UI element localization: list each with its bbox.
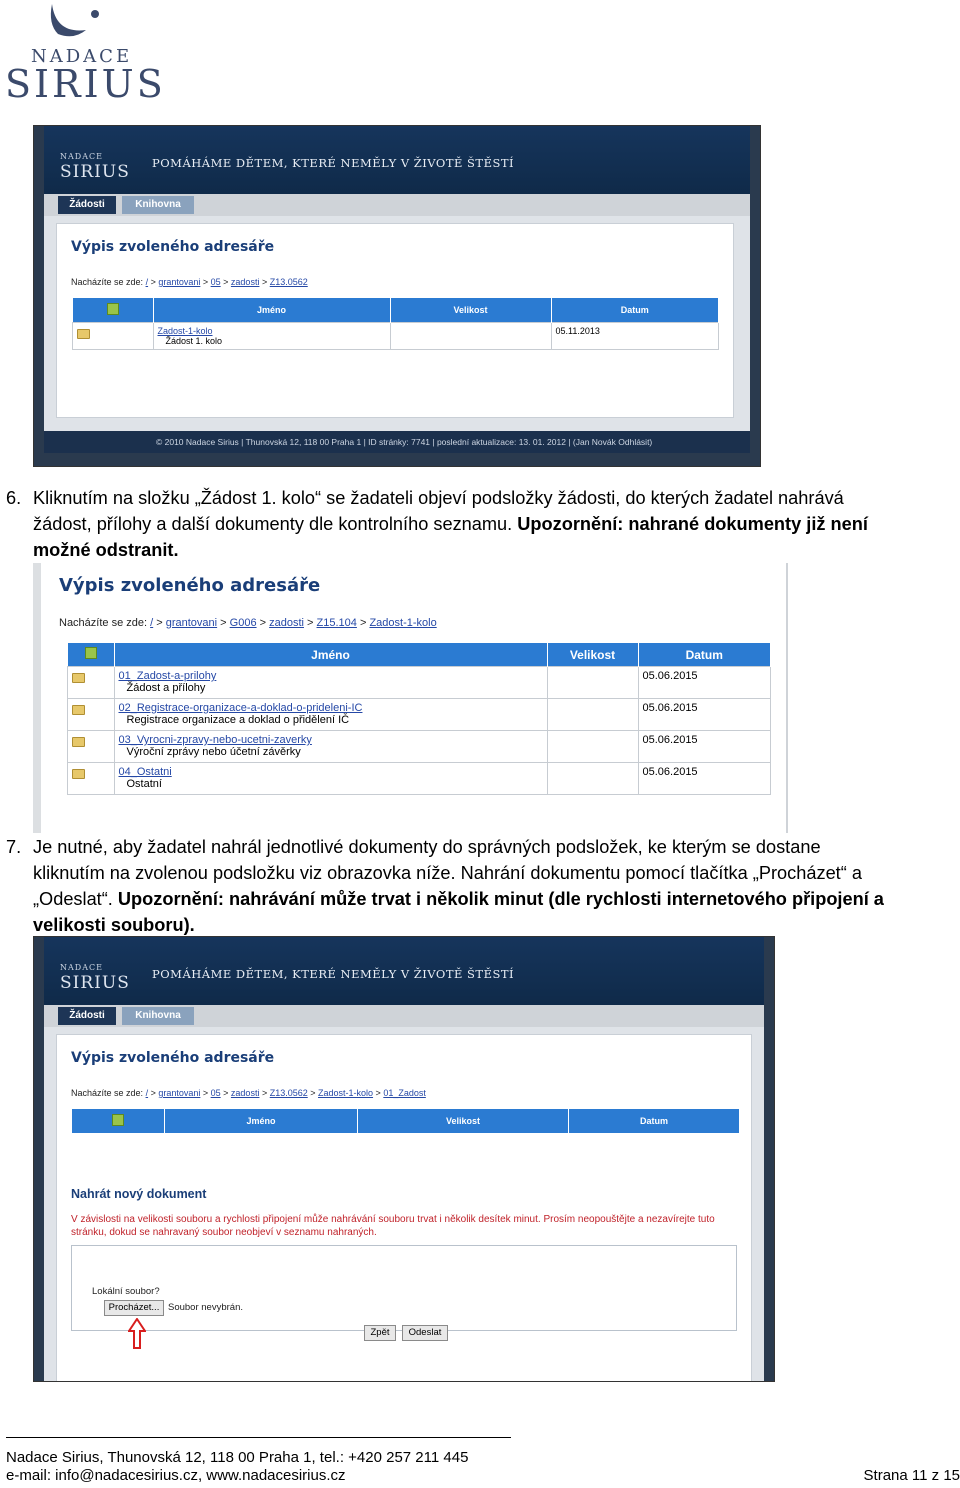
app-brand-small: NADACE	[60, 152, 103, 161]
paragraph-text: kliknutím na zvolenou podsložku viz obrazovka níže. Nahrání dokumentu pomocí tlačítka „Procházet“ a	[33, 863, 862, 883]
name-cell	[114, 763, 547, 795]
breadcrumb-link[interactable]: /	[150, 617, 154, 629]
folder-cell	[68, 667, 115, 699]
column-date[interactable]: Datum	[638, 643, 771, 667]
name-cell	[114, 731, 547, 763]
app-banner	[44, 937, 764, 1005]
tab-requests[interactable]: Žádosti	[58, 196, 116, 214]
content-panel	[44, 1027, 764, 1381]
table-row[interactable]	[73, 323, 719, 350]
folder-cell	[73, 323, 154, 350]
browse-button[interactable]: Procházet...	[104, 1300, 164, 1316]
breadcrumb-label: Nacházíte se zde:	[59, 617, 148, 629]
upload-folder-icon[interactable]	[107, 303, 119, 315]
local-file-label: Lokální soubor?	[92, 1286, 160, 1297]
breadcrumb-label: Nacházíte se zde:	[71, 1088, 144, 1098]
folder-link[interactable]: Zadost-1-kolo	[157, 326, 213, 336]
column-upload	[68, 643, 115, 667]
column-size[interactable]: Velikost	[547, 643, 638, 667]
paragraph-7	[6, 834, 936, 938]
breadcrumb-label: Nacházíte se zde:	[71, 277, 144, 287]
breadcrumb-link[interactable]: Z13.0562	[269, 277, 308, 287]
paragraph-6	[6, 485, 936, 563]
date-cell: 05.06.2015	[638, 763, 771, 795]
directory-table	[72, 1109, 740, 1133]
breadcrumb: Nacházíte se zde: / > grantovani > G006 > zadosti > Z15.104 > Zadost-1-kolo	[59, 617, 437, 629]
breadcrumb-link[interactable]: Zadost-1-kolo	[369, 617, 437, 629]
directory-table	[72, 298, 719, 350]
logo-text-small: NADACE	[31, 46, 133, 67]
send-button[interactable]: Odeslat	[402, 1325, 448, 1341]
paragraph-number: 6.	[6, 488, 22, 508]
upload-section-title: Nahrát nový dokument	[71, 1187, 207, 1201]
upload-warning-line: stránku, dokud se nahravaný soubor neobjeví v seznamu nahraných.	[71, 1227, 377, 1238]
tab-bar	[44, 1005, 764, 1027]
screenshot-subfolders	[33, 563, 788, 833]
name-cell	[114, 667, 547, 699]
breadcrumb-link[interactable]: Zadost-1-kolo	[318, 1088, 374, 1098]
folder-cell	[68, 699, 115, 731]
breadcrumb-link[interactable]: grantovani	[158, 1088, 201, 1098]
column-date[interactable]: Datum	[551, 298, 719, 323]
page-number: Strana 11 z 15	[863, 1467, 960, 1484]
page-title: Výpis zvoleného adresáře	[71, 1050, 275, 1066]
content-panel	[44, 216, 750, 438]
paragraph-warning: Upozornění: nahrané dokumenty již není	[517, 514, 868, 534]
breadcrumb-link[interactable]: zadosti	[269, 617, 304, 629]
folder-description: Registrace organizace a doklad o přidělení IČ	[126, 714, 350, 726]
column-name[interactable]: Jméno	[114, 643, 547, 667]
breadcrumb-link[interactable]: Z15.104	[316, 617, 357, 629]
footer-address: Nadace Sirius, Thunovská 12, 118 00 Praha 1, tel.: +420 257 211 445	[6, 1449, 469, 1466]
size-cell	[547, 699, 638, 731]
breadcrumb-link[interactable]: zadosti	[230, 277, 260, 287]
folder-icon	[77, 329, 90, 339]
screenshot-upload-form	[33, 936, 775, 1382]
paragraph-number: 7.	[6, 837, 22, 857]
date-cell: 05.06.2015	[638, 667, 771, 699]
folder-link[interactable]: 04_Ostatni	[118, 766, 172, 778]
screenshot-directory-listing	[33, 125, 761, 467]
directory-table	[67, 643, 771, 795]
app-banner	[44, 126, 750, 194]
breadcrumb-link[interactable]: zadosti	[230, 1088, 260, 1098]
folder-cell	[68, 731, 115, 763]
breadcrumb-link[interactable]: Z13.0562	[269, 1088, 308, 1098]
upload-warning	[71, 1213, 715, 1239]
size-cell	[547, 763, 638, 795]
table-row[interactable]	[68, 763, 771, 795]
app-brand: SIRIUS	[60, 162, 130, 182]
upload-folder-icon[interactable]	[112, 1114, 124, 1126]
back-button[interactable]: Zpět	[364, 1325, 396, 1341]
folder-link[interactable]: 01_Zadost-a-prilohy	[118, 670, 217, 682]
name-cell	[153, 323, 390, 350]
tab-library[interactable]: Knihovna	[122, 1007, 194, 1025]
breadcrumb-link[interactable]: 05	[210, 277, 221, 287]
folder-link[interactable]: 02_Registrace-organizace-a-doklad-o-prideleni-IC	[118, 702, 363, 714]
folder-description: Výroční zprávy nebo účetní závěrky	[126, 746, 301, 758]
folder-icon	[72, 769, 85, 779]
paragraph-warning: velikosti souboru).	[33, 915, 195, 935]
folder-icon	[72, 737, 85, 747]
date-cell: 05.11.2013	[551, 323, 719, 350]
tab-library[interactable]: Knihovna	[122, 196, 194, 214]
size-cell	[547, 731, 638, 763]
nadace-sirius-logo	[0, 0, 166, 110]
date-cell: 05.06.2015	[638, 731, 771, 763]
column-size[interactable]: Velikost	[358, 1109, 569, 1133]
paragraph-warning: Upozornění: nahrávání může trvat i několik minut (dle rychlosti internetového připojení a	[117, 889, 884, 909]
breadcrumb-link[interactable]: grantovani	[158, 277, 201, 287]
column-name[interactable]: Jméno	[153, 298, 390, 323]
breadcrumb-link[interactable]: /	[145, 277, 149, 287]
upload-form	[71, 1245, 737, 1338]
paragraph-warning: možné odstranit.	[33, 540, 179, 560]
app-footer: © 2010 Nadace Sirius | Thunovská 12, 118 00 Praha 1 | ID stránky: 7741 | poslední aktualizace: 13. 01. 2012 | (Jan Novák Odhlásit)	[44, 431, 750, 453]
paragraph-text: „Odeslat“.	[33, 889, 118, 909]
name-cell	[114, 699, 547, 731]
breadcrumb-link[interactable]: 01_Zadost	[383, 1088, 426, 1098]
breadcrumb-link[interactable]: grantovani	[165, 617, 218, 629]
breadcrumb-link[interactable]: /	[145, 1088, 149, 1098]
app-brand: SIRIUS	[60, 973, 130, 993]
table-row[interactable]	[68, 699, 771, 731]
breadcrumb-link[interactable]: G006	[229, 617, 257, 629]
page-title: Výpis zvoleného adresáře	[71, 239, 275, 255]
footer-rule	[6, 1437, 511, 1438]
table-row[interactable]	[68, 667, 771, 699]
breadcrumb-link[interactable]: 05	[210, 1088, 221, 1098]
logo-arc-icon	[0, 0, 160, 50]
folder-link[interactable]: 03_Vyrocni-zpravy-nebo-ucetni-zaverky	[118, 734, 312, 746]
folder-cell	[68, 763, 115, 795]
column-name[interactable]: Jméno	[165, 1109, 358, 1133]
tab-bar	[44, 194, 750, 216]
folder-description: Ostatní	[126, 778, 162, 790]
paragraph-text: žádost, přílohy a další dokumenty dle kontrolního seznamu.	[33, 514, 518, 534]
date-cell: 05.06.2015	[638, 699, 771, 731]
size-cell	[390, 323, 551, 350]
tab-requests[interactable]: Žádosti	[58, 1007, 116, 1025]
upload-warning-line: V závislosti na velikosti souboru a rychlosti připojení může nahrávání souboru trvat i několik desítek minut. Prosím neopouštějte a nezavírejte tuto	[71, 1214, 715, 1225]
app-slogan: POMÁHÁME DĚTEM, KTERÉ NEMĚLY V ŽIVOTĚ ŠTĚSTÍ	[152, 967, 515, 981]
logo-text-big: SIRIUS	[5, 62, 166, 106]
paragraph-text: Je nutné, aby žadatel nahrál jednotlivé dokumenty do správných podsložek, ke kterým se dostane	[33, 837, 821, 857]
breadcrumb: Nacházíte se zde: / > grantovani > 05 > zadosti > Z13.0562 > Zadost-1-kolo > 01_Zadost	[71, 1088, 426, 1098]
app-slogan: POMÁHÁME DĚTEM, KTERÉ NEMĚLY V ŽIVOTĚ ŠTĚSTÍ	[152, 156, 515, 170]
no-file-label: Soubor nevybrán.	[168, 1302, 243, 1313]
folder-description: Žádost 1. kolo	[165, 336, 223, 346]
folder-icon	[72, 673, 85, 683]
table-header-row	[72, 1109, 740, 1133]
table-header-row	[68, 643, 771, 667]
page-title: Výpis zvoleného adresáře	[59, 575, 321, 596]
column-date[interactable]: Datum	[569, 1109, 740, 1133]
table-row[interactable]	[68, 731, 771, 763]
folder-description: Žádost a přílohy	[126, 682, 206, 694]
footer-contact: e-mail: info@nadacesirius.cz, www.nadacesirius.cz	[6, 1467, 346, 1484]
content-card	[56, 1034, 752, 1382]
app-brand-small: NADACE	[60, 963, 103, 972]
column-upload	[72, 1109, 165, 1133]
folder-icon	[72, 705, 85, 715]
breadcrumb: Nacházíte se zde: / > grantovani > 05 > zadosti > Z13.0562	[71, 277, 308, 287]
column-size[interactable]: Velikost	[390, 298, 551, 323]
column-upload	[73, 298, 154, 323]
red-arrow-up-icon	[128, 1318, 146, 1350]
paragraph-text: Kliknutím na složku „Žádost 1. kolo“ se žadateli objeví podsložky žádosti, do kterých žadatel nahrává	[33, 488, 844, 508]
size-cell	[547, 667, 638, 699]
table-header-row	[73, 298, 719, 323]
upload-folder-icon[interactable]	[85, 647, 97, 659]
content-card	[56, 223, 734, 418]
